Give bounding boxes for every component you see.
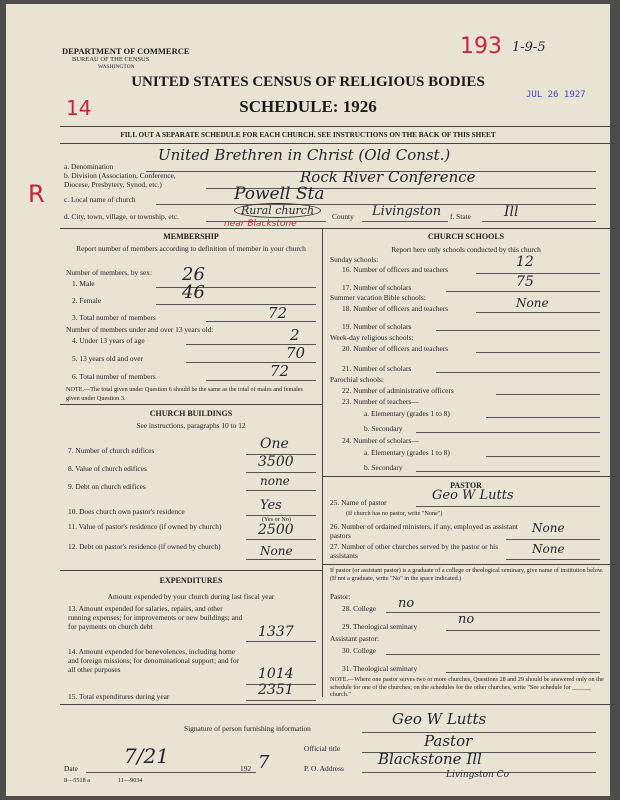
handwritten-letter-r: R <box>28 180 45 208</box>
denomination-value: United Brethren in Christ (Old Const.) <box>158 146 451 164</box>
other-churches-label: 27. Number of other churches served by the pastor or his assistants <box>330 542 499 560</box>
year-suffix: 7 <box>258 752 270 773</box>
total-expenditures-value: 2351 <box>258 682 294 698</box>
pastor-name-label: 25. Name of pastor <box>330 498 387 507</box>
sunday-teachers-value: 12 <box>516 254 534 270</box>
assistant-pastors-value: None <box>532 521 565 535</box>
signature-label: Signature of person furnishing information <box>184 724 311 733</box>
official-title-label: Official title <box>304 744 341 753</box>
summer-teachers-label: 18. Number of officers and teachers <box>342 304 449 313</box>
membership-intro: Report number of members according to definition of member in your church <box>76 244 306 253</box>
scholars-secondary-label: b. Secondary <box>364 463 403 472</box>
assistant-pastors-label: 26. Number of ordained ministers, if any, employed as assistant pastors <box>330 522 518 540</box>
edifices-count-value: One <box>260 436 289 452</box>
handwritten-number-14: 14 <box>66 96 92 120</box>
instructions-line: FILL OUT A SEPARATE SCHEDULE FOR EACH CHURCH. SEE INSTRUCTIONS ON THE BACK OF THIS SHEET <box>120 131 496 139</box>
age-intro: Number of members under and over 13 years old: <box>66 325 214 334</box>
over-13-value: 70 <box>286 344 306 362</box>
residence-debt-label: 12. Debt on pastor's residence (if owned by church) <box>68 542 221 551</box>
seminary-value: no <box>458 612 475 627</box>
benevolences-label: 14. Amount expended for benevolences, including home and foreign missions; for denominational support; and for all other purposes <box>68 647 239 674</box>
under-13-value: 2 <box>290 326 300 344</box>
under-13-label: 4. Under 13 years of age <box>72 336 145 345</box>
assistant-pastor-label: Assistant pastor: <box>330 634 380 643</box>
sunday-schools-label: Sunday schools: <box>330 255 379 264</box>
members-by-sex-label: Number of members, by sex: <box>66 268 152 277</box>
total-members-value: 72 <box>268 304 288 322</box>
other-churches-value: None <box>532 542 565 556</box>
edifices-count-label: 7. Number of church edifices <box>68 446 155 455</box>
yes-or-no-hint: (Yes or No) <box>262 516 291 523</box>
handwritten-code: 1-9-5 <box>512 40 546 55</box>
division-label: b. Division (Association, Conference, Diocese, Presbytery, Synod, etc.) <box>64 171 176 189</box>
city-town-note: near Blackstone <box>224 219 297 229</box>
print-number: 11—9034 <box>118 777 143 784</box>
male-value: 26 <box>182 264 205 285</box>
department-label: DEPARTMENT OF COMMERCE <box>62 46 190 56</box>
college-value: no <box>398 596 415 611</box>
official-title-value: Pastor <box>424 732 473 750</box>
seminary-label: 29. Theological seminary <box>342 622 418 631</box>
sunday-scholars-value: 75 <box>516 274 534 290</box>
parochial-schools-label: Parochial schools: <box>330 375 384 384</box>
summer-scholars-label: 19. Number of scholars <box>342 322 412 331</box>
total-by-age-value: 72 <box>270 362 290 380</box>
teachers-secondary-label: b. Secondary <box>364 424 403 433</box>
handwritten-number-193: 193 <box>460 34 502 59</box>
county-label: County <box>332 212 354 221</box>
schedule-title: SCHEDULE: 1926 <box>239 97 377 116</box>
total-expenditures-label: 15. Total expenditures during year <box>68 692 170 701</box>
state-label: f. State <box>450 212 471 221</box>
assistant-seminary-label: 31. Theological seminary <box>342 664 418 673</box>
form-number: 8—5518 a <box>64 777 90 784</box>
city-town-label: d. City, town, village, or township, etc. <box>64 212 179 221</box>
local-name-label: c. Local name of church <box>64 195 136 204</box>
date-value: 7/21 <box>124 744 169 768</box>
edifices-debt-value: none <box>260 474 290 488</box>
local-name-value: Powell Sta <box>234 184 325 204</box>
schools-intro: Report here only schools conducted by this church <box>391 245 541 254</box>
buildings-heading: CHURCH BUILDINGS <box>149 409 233 418</box>
division-value: Rock River Conference <box>300 168 476 186</box>
expenditures-sub: Amount expended by your church during last fiscal year <box>107 592 275 601</box>
summer-schools-label: Summer vacation Bible schools: <box>330 293 426 302</box>
pastor-note: NOTE.—Where one pastor serves two or more churches, Questions 28 and 29 should be answered only on the schedule for one of the churches; on the schedules for the other churches, write "See schedule for ______ church." <box>330 676 604 698</box>
membership-note: NOTE.—The total given under Question 6 should be the same as the total of males and females given under Question 3. <box>66 386 303 402</box>
denomination-label: a. Denomination <box>64 162 114 171</box>
census-schedule-sheet <box>6 4 610 796</box>
administrative-officers-label: 22. Number of administrative officers <box>342 386 454 395</box>
teachers-elementary-label: a. Elementary (grades 1 to 8) <box>364 409 450 418</box>
running-expenses-label: 13. Amount expended for salaries, repairs, and other running expenses; for improvements or new buildings; and for payments on church debt <box>68 604 243 631</box>
year-prefix: 192 <box>240 764 252 773</box>
total-members-label: 3. Total number of members <box>72 313 156 322</box>
po-address-label: P. O. Address <box>304 764 344 773</box>
city-town-value: Rural church <box>234 203 321 218</box>
state-value: Ill <box>504 204 519 220</box>
po-address-note: Livingston Co <box>446 770 509 780</box>
weekday-schools-label: Week-day religious schools: <box>330 333 414 342</box>
over-13-label: 5. 13 years old and over <box>72 354 144 363</box>
edifices-debt-label: 9. Debt on church edifices <box>68 482 146 491</box>
city-label: WASHINGTON <box>98 64 135 70</box>
scholars-label: 24. Number of scholars— <box>342 436 419 445</box>
assistant-college-label: 30. College <box>342 646 377 655</box>
total-by-age-label: 6. Total number of members <box>72 372 156 381</box>
residence-value-label: 11. Value of pastor's residence (if owned by church) <box>68 522 222 531</box>
weekday-teachers-label: 20. Number of officers and teachers <box>342 344 449 353</box>
running-expenses-value: 1337 <box>258 624 294 640</box>
weekday-scholars-label: 21. Number of scholars <box>342 364 412 373</box>
pastor-name-note: (If church has no pastor, write "None") <box>346 510 443 517</box>
signature-value: Geo W Lutts <box>392 710 487 728</box>
owns-residence-value: Yes <box>260 498 282 513</box>
teachers-label: 23. Number of teachers— <box>342 397 419 406</box>
residence-debt-value: None <box>260 544 293 558</box>
edifices-value-label: 8. Value of church edifices <box>68 464 147 473</box>
sunday-scholars-label: 17. Number of scholars <box>342 283 412 292</box>
expenditures-heading: EXPENDITURES <box>159 576 223 585</box>
pastor-label: Pastor: <box>330 592 351 601</box>
college-label: 28. College <box>342 604 377 613</box>
female-value: 46 <box>182 282 205 303</box>
male-label: 1. Male <box>72 279 95 288</box>
form-title: UNITED STATES CENSUS OF RELIGIOUS BODIES <box>131 74 485 90</box>
sunday-teachers-label: 16. Number of officers and teachers <box>342 265 449 274</box>
scholars-elementary-label: a. Elementary (grades 1 to 8) <box>364 448 450 457</box>
owns-residence-label: 10. Does church own pastor's residence <box>68 507 185 516</box>
county-value: Livingston <box>372 204 442 219</box>
female-label: 2. Female <box>72 296 102 305</box>
edifices-value-value: 3500 <box>258 454 294 470</box>
po-address-value: Blackstone Ill <box>378 750 482 768</box>
graduate-note: If pastor (or assistant pastor) is a graduate of a college or theological seminary, give name of institution below. (If not a graduate, write "No" in the space indicated.) <box>330 567 604 582</box>
pastor-heading: PASTOR <box>450 481 482 490</box>
pastor-name-value: Geo W Lutts <box>432 488 514 503</box>
benevolences-value: 1014 <box>258 666 294 682</box>
buildings-sub: See instructions, paragraphs 10 to 12 <box>136 421 246 430</box>
date-label: Date <box>64 764 78 773</box>
received-date-stamp: JUL 26 1927 <box>526 90 586 100</box>
bureau-label: BUREAU OF THE CENSUS <box>72 56 150 63</box>
residence-value-value: 2500 <box>258 522 294 538</box>
summer-teachers-value: None <box>516 296 549 310</box>
membership-heading: MEMBERSHIP <box>163 232 219 241</box>
schools-heading: CHURCH SCHOOLS <box>427 232 505 241</box>
